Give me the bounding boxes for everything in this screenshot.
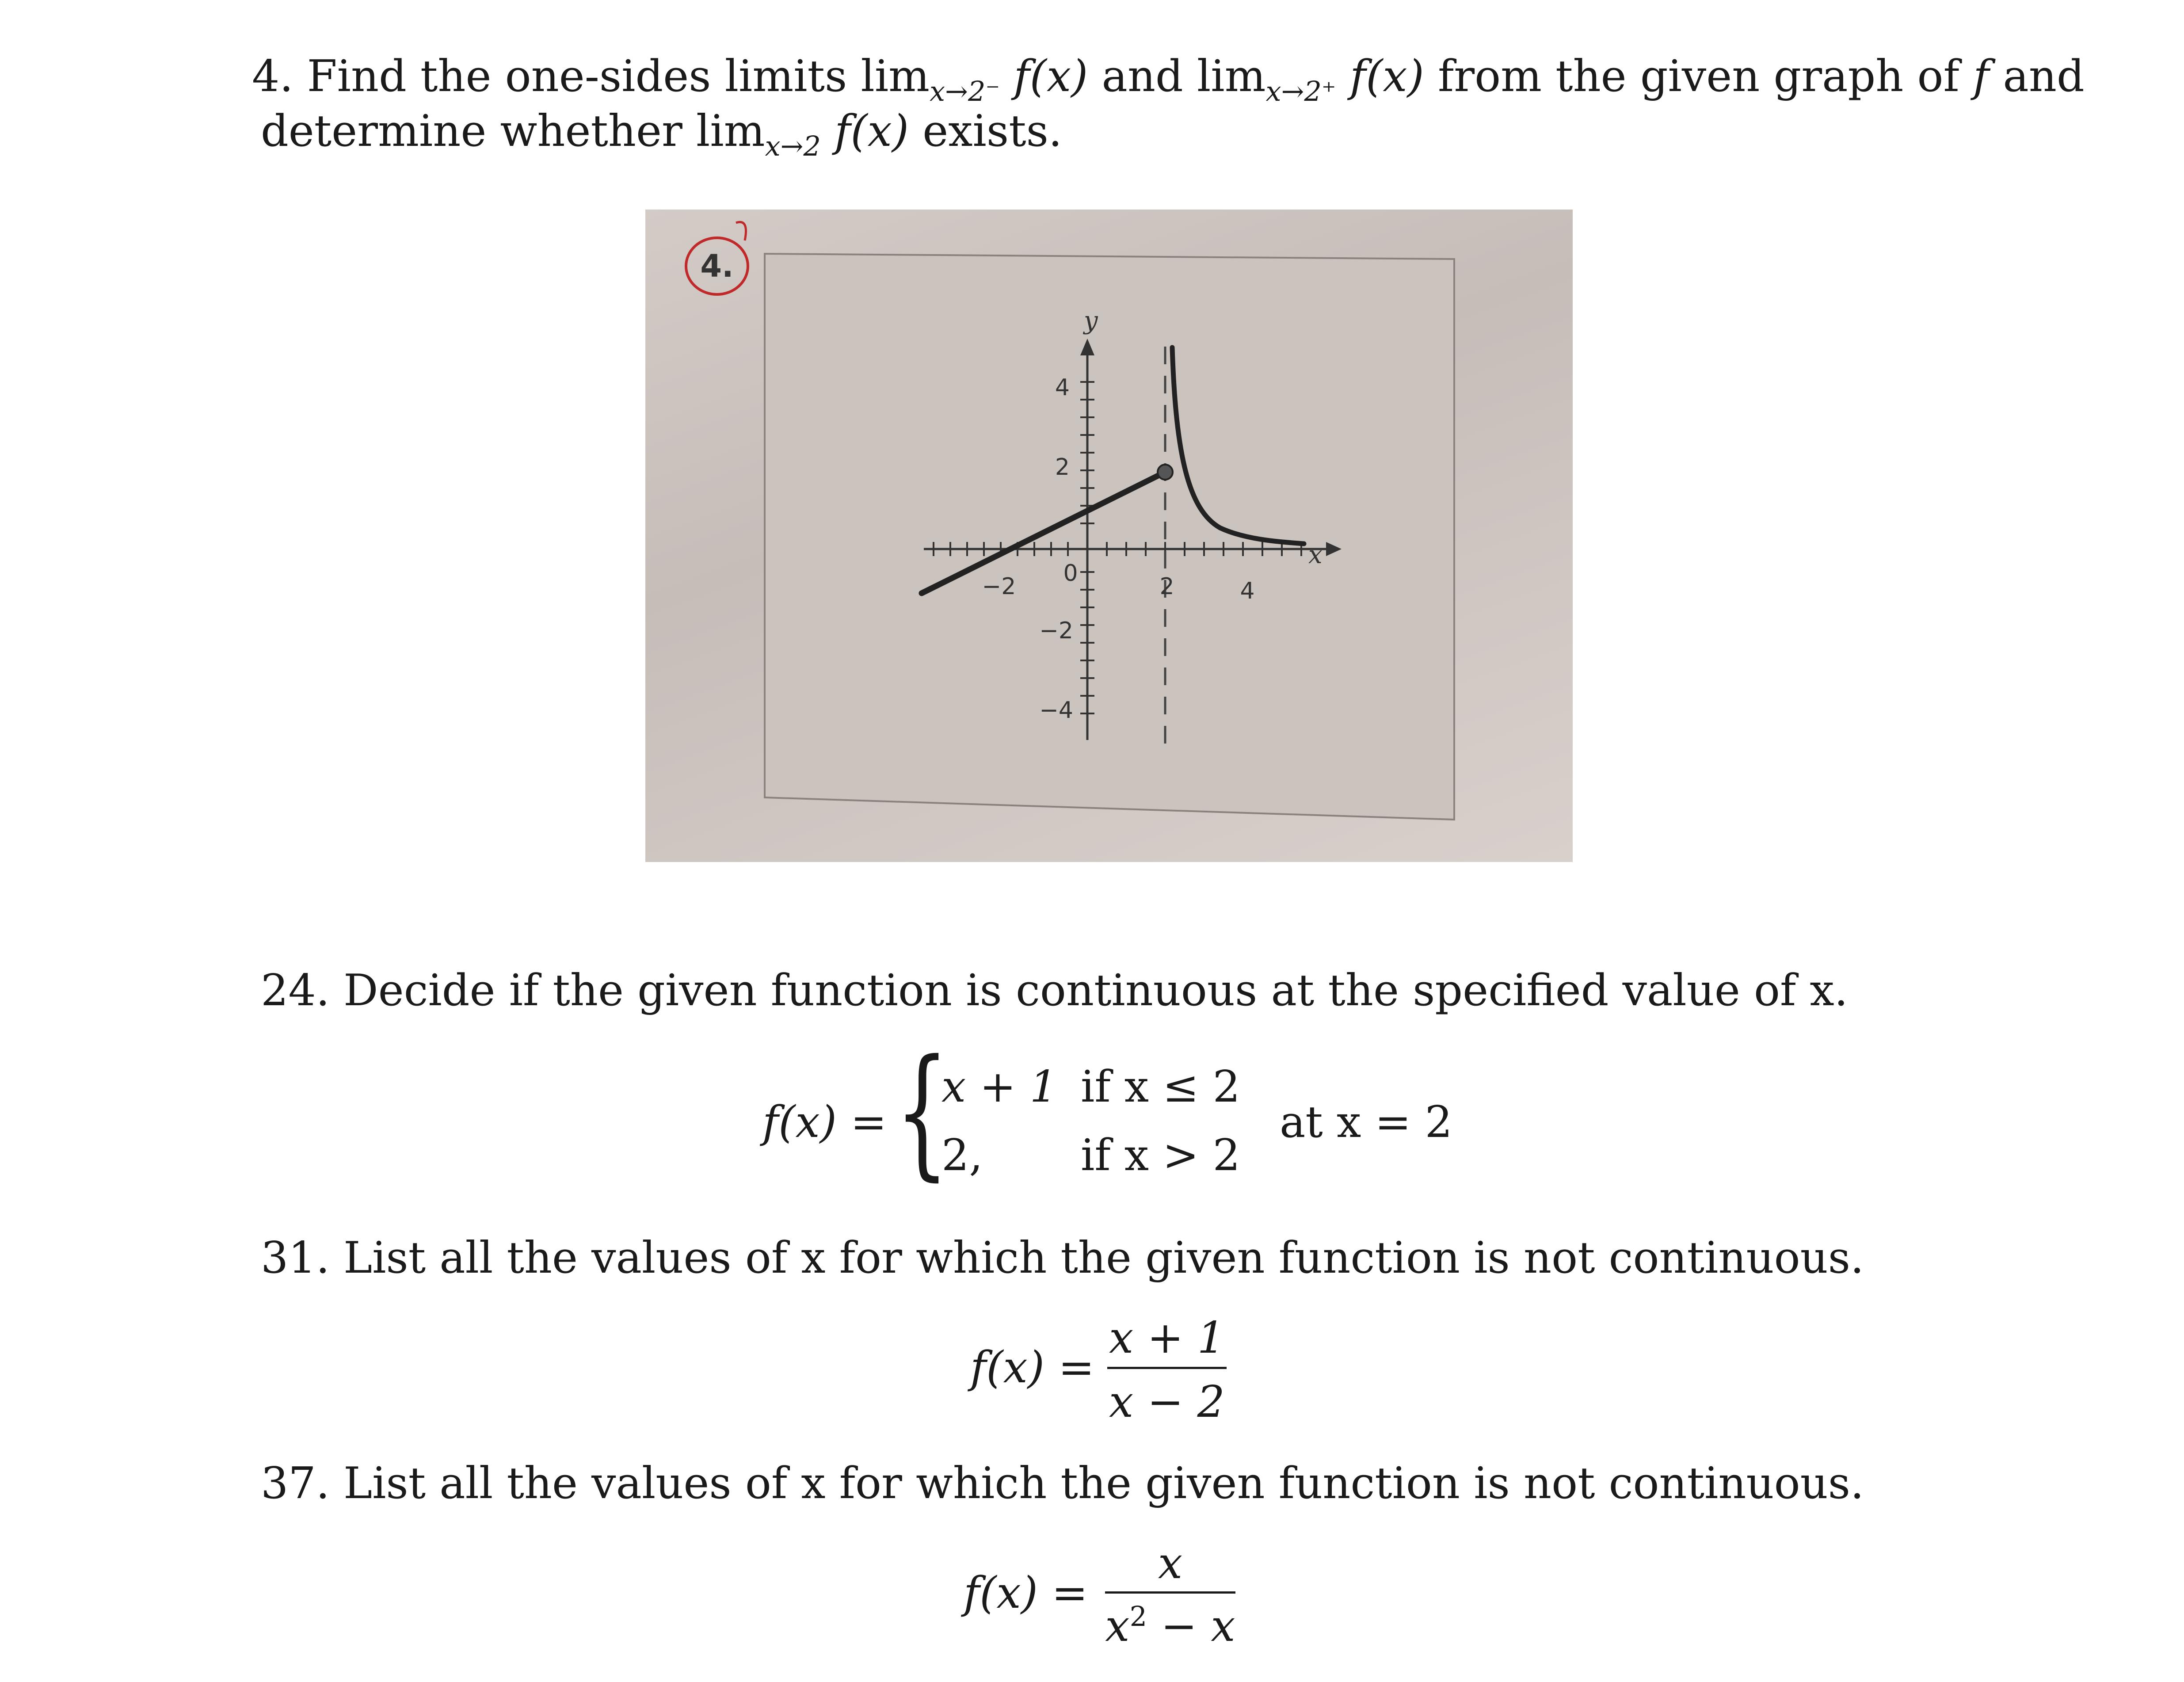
case-1-expression: x + 1 — [941, 1062, 1058, 1112]
x-tick-label: 2 — [1159, 573, 1174, 600]
problem-24-prompt: 24. Decide if the given function is continuous at the specified value of x. — [261, 965, 1848, 1016]
function-fx: f(x) — [1349, 51, 1424, 102]
problem-4-text: exists. — [922, 106, 1063, 156]
fraction-bar — [1105, 1591, 1235, 1594]
problem-4-text: Find the one-sides limits lim — [307, 51, 930, 102]
limit-subscript-left: x→2⁻ — [930, 75, 1000, 107]
y-tick-label: 4 — [1055, 374, 1070, 401]
problem-4-text: and — [2003, 51, 2085, 102]
problem-31-prompt: 31. List all the values of x for which the given function is not continuous. — [261, 1233, 1864, 1283]
x-tick-label: −2 — [982, 573, 1016, 600]
problem-37-numerator: x — [1158, 1538, 1183, 1589]
evaluation-point: at x = 2 — [1280, 1097, 1452, 1148]
problem-4-line-1 — [252, 50, 2085, 109]
problem-number: 4. — [252, 51, 293, 102]
x-tick-label: 0 — [1063, 560, 1078, 587]
problem-37-prompt: 37. List all the values of x for which the given function is not continuous. — [261, 1458, 1864, 1509]
problem-37-lhs: f(x) = — [964, 1568, 1088, 1618]
y-axis-label: y — [1084, 306, 1098, 335]
problem-4-text: from the given graph of — [1437, 51, 1959, 102]
denominator-exponent: 2 — [1129, 1600, 1147, 1632]
x-tick-label: 4 — [1240, 578, 1255, 604]
y-tick-label: −2 — [1039, 618, 1073, 644]
problem-37-denominator — [1105, 1600, 1235, 1651]
problem-4-text: determine whether lim — [261, 106, 765, 156]
limit-subscript-right: x→2⁺ — [1265, 75, 1336, 107]
textbook-frame — [765, 254, 1454, 820]
red-circle-tail — [736, 222, 746, 240]
problem-31-lhs: f(x) = — [970, 1343, 1095, 1393]
function-fx: f(x) — [835, 106, 909, 156]
case-2-expression: 2, — [941, 1130, 983, 1181]
function-fx: f(x) — [1014, 51, 1088, 102]
graph-photo — [645, 210, 1573, 862]
function-f: f — [1973, 51, 1990, 102]
problem-31-denominator: x − 2 — [1109, 1377, 1225, 1427]
problem-4-line-2 — [261, 104, 1062, 164]
y-tick-label: −4 — [1039, 697, 1073, 724]
figure-badge: 4. — [700, 248, 734, 284]
x-axis-label: x — [1308, 541, 1323, 569]
case-1-condition: if x ≤ 2 — [1081, 1062, 1240, 1112]
graph-closed-point — [1158, 465, 1173, 480]
denominator-base: x — [1105, 1601, 1130, 1651]
problem-24-lhs: f(x) = — [762, 1097, 887, 1148]
denominator-rest: − x — [1161, 1601, 1235, 1651]
fraction-bar — [1107, 1367, 1227, 1369]
piecewise-brace: { — [895, 1030, 949, 1194]
problem-4-text: and lim — [1102, 51, 1266, 102]
limit-subscript: x→2 — [765, 130, 821, 162]
case-2-condition: if x > 2 — [1081, 1130, 1240, 1181]
problem-31-numerator: x + 1 — [1109, 1313, 1225, 1363]
y-tick-label: 2 — [1055, 454, 1070, 481]
